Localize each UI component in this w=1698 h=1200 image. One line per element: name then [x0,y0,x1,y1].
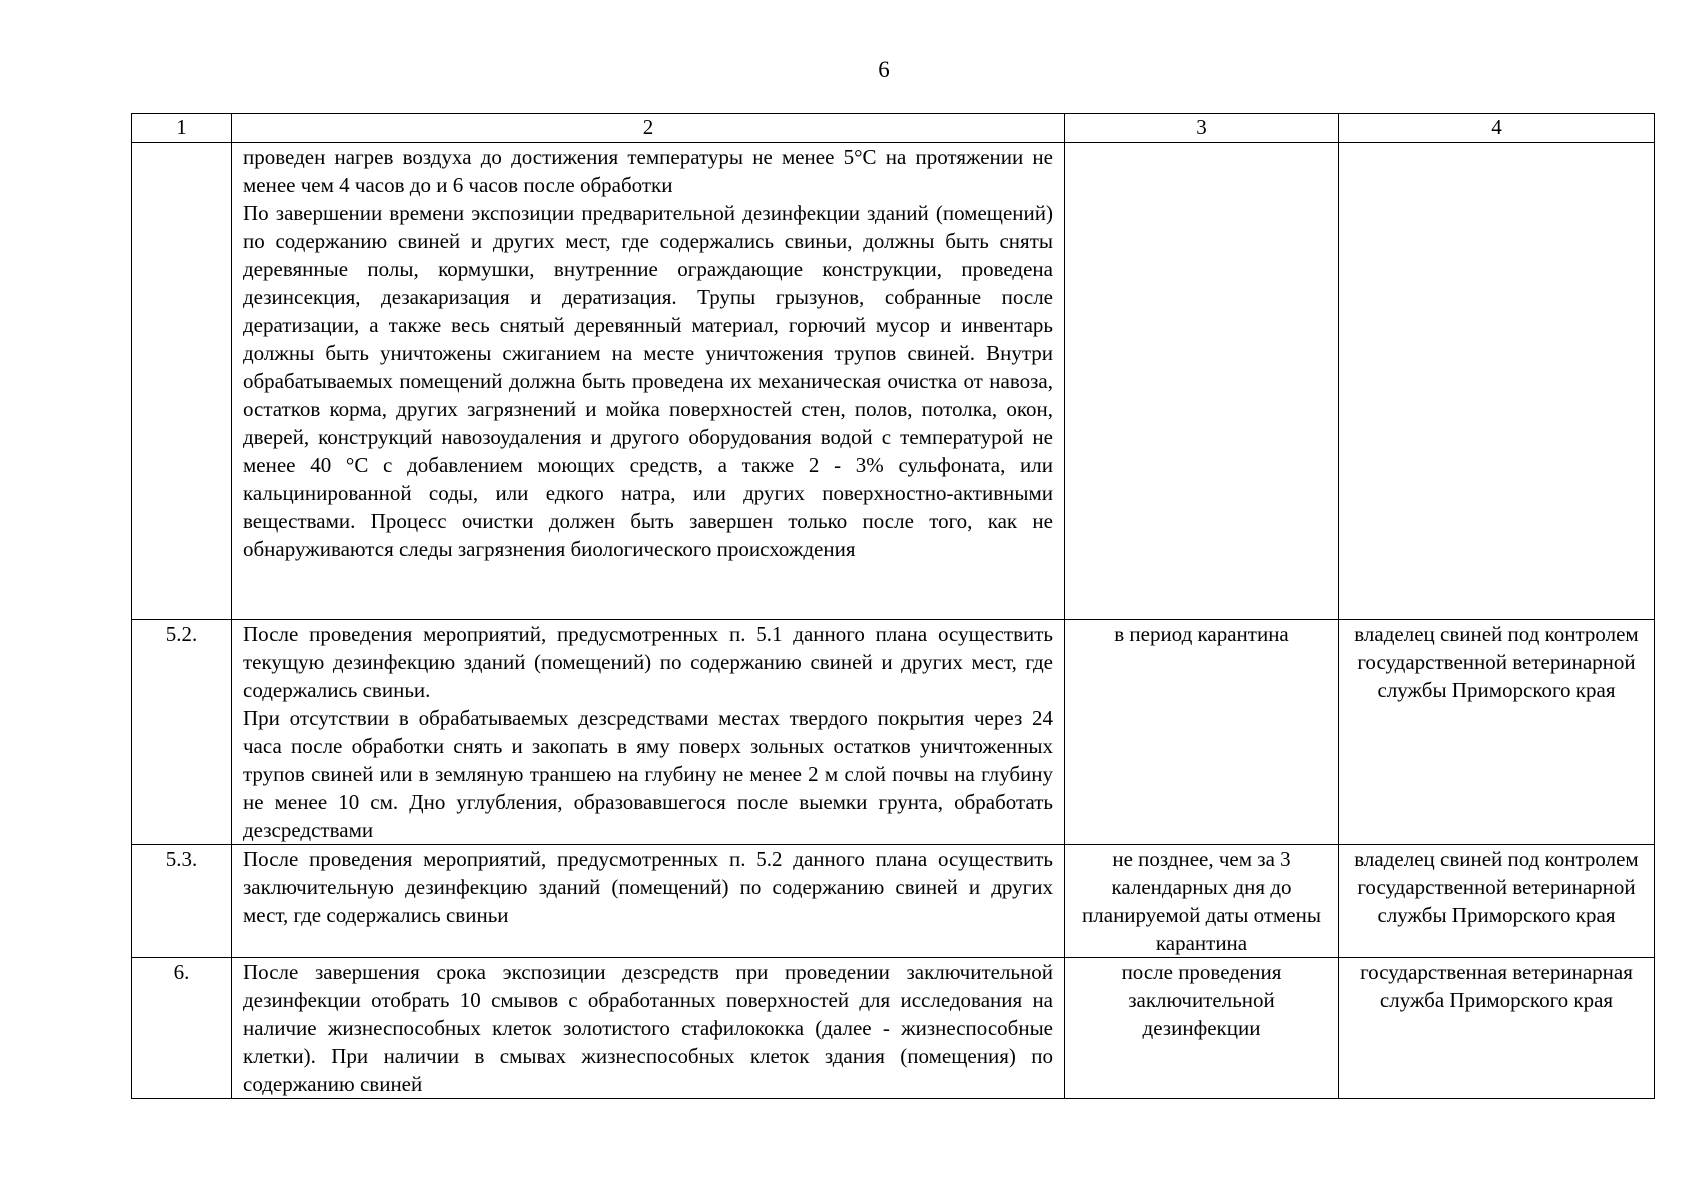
measure-paragraph: По завершении времени экспозиции предварительной дезинфекции зданий (помещений) по содержанию свиней и других мест, где содержались свиньи, должны быть сняты деревянные полы, кормушки, внутренние ограждающие конструкции, проведена дезинсекция, дезакаризация и дератизация. Трупы грызунов, собранные после дератизации, а также весь снятый деревянный материал, горючий мусор и инвентарь должны быть уничтожены сжиганием на месте уничтожения трупов свиней. Внутри обрабатываемых помещений должна быть проведена их механическая очистка от навоза, остатков корма, других загрязнений и мойка поверхностей стен, полов, потолка, окон, дверей, конструкций навозоудаления и другого оборудования водой с температурой не менее 40 °С с добавлением моющих средств, а также 2 - 3% сульфоната, или кальцинированной соды, или едкого натра, или других поверхностно-активными веществами. Процесс очистки должен быть завершен только после того, как не обнаруживаются следы загрязнения биологического происхождения [243,201,1053,561]
table-row [132,620,1655,845]
row-term [1065,143,1339,620]
measure-paragraph: После проведения мероприятий, предусмотренных п. 5.1 данного плана осуществить текущую дезинфекцию зданий (помещений) по содержанию свиней и других мест, где содержались свиньи. [243,622,1053,702]
row-measure-text [232,958,1065,1099]
row-number: 5.3. [132,845,232,958]
row-number: 6. [132,958,232,1099]
measure-paragraph: После завершения срока экспозиции дезсредств при проведении заключительной дезинфекции отобрать 10 смывов с обработанных поверхностей для исследования на наличие жизнеспособных клеток золотистого стафилококка (далее - жизнеспособные клетки). При наличии в смывах жизнеспособных клеток здания (помещения) по содержанию свиней [243,960,1053,1096]
column-header-number: 1 [132,114,232,143]
table-header-row [132,114,1655,143]
row-responsible: владелец свиней под контролем государственной ветеринарной службы Приморского края [1339,845,1655,958]
row-responsible: государственная ветеринарная служба Приморского края [1339,958,1655,1099]
measure-paragraph: После проведения мероприятий, предусмотренных п. 5.2 данного плана осуществить заключительную дезинфекцию зданий (помещений) по содержанию свиней и других мест, где содержались свиньи [243,847,1053,927]
row-term: в период карантина [1065,620,1339,845]
row-measure-text [232,620,1065,845]
column-header-term: 3 [1065,114,1339,143]
table-row [132,845,1655,958]
column-header-measure: 2 [232,114,1065,143]
measure-paragraph: проведен нагрев воздуха до достижения температуры не менее 5°С на протяжении не менее чем 4 часов до и 6 часов после обработки [243,145,1053,197]
row-responsible: владелец свиней под контролем государственной ветеринарной службы Приморского края [1339,620,1655,845]
measures-table [131,113,1655,1099]
row-number [132,143,232,620]
measure-paragraph: При отсутствии в обрабатываемых дезсредствами местах твердого покрытия через 24 часа после обработки снять и закопать в яму поверх зольных остатков уничтоженных трупов свиней или в земляную траншею на глубину не менее 2 м слой почвы на глубину не менее 10 см. Дно углубления, образовавшегося после выемки грунта, обработать дезсредствами [243,706,1053,842]
row-measure-text [232,143,1065,620]
table-row [132,958,1655,1099]
table-row [132,143,1655,620]
row-term: после проведения заключительной дезинфекции [1065,958,1339,1099]
row-number: 5.2. [132,620,232,845]
column-header-responsible: 4 [1339,114,1655,143]
page-number: 6 [878,57,890,82]
row-term: не позднее, чем за 3 календарных дня до планируемой даты отмены карантина [1065,845,1339,958]
row-responsible [1339,143,1655,620]
row-measure-text [232,845,1065,958]
